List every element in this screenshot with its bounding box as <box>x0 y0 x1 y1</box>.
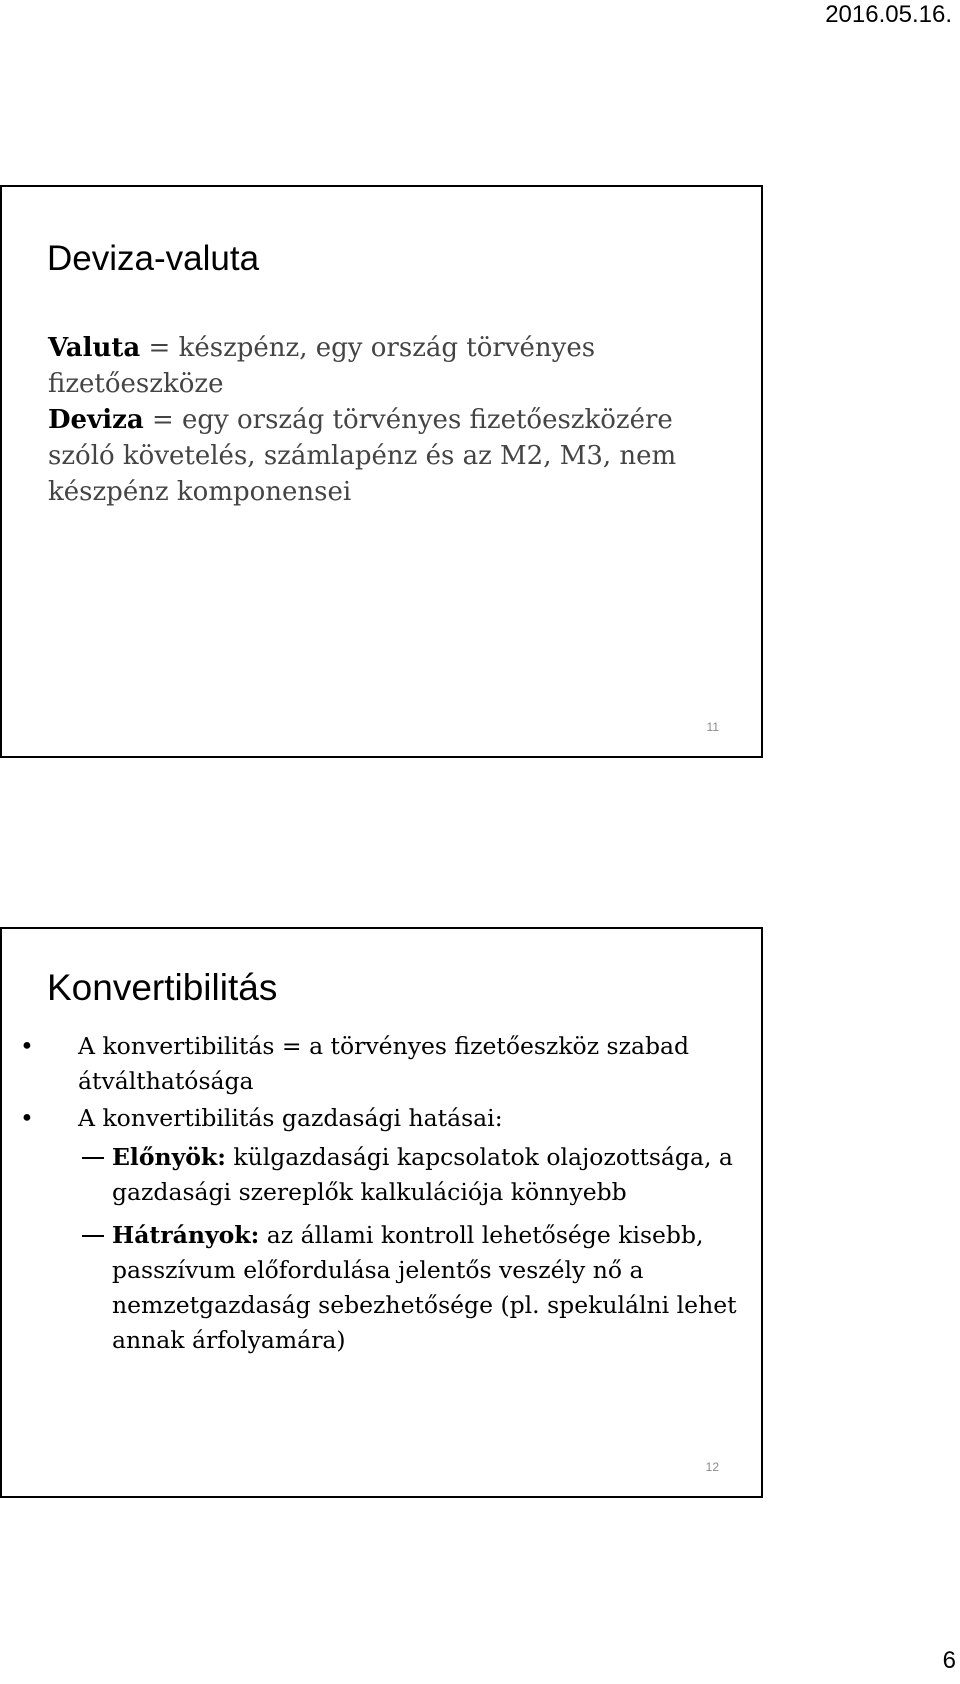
slide-number: 12 <box>705 1460 719 1474</box>
slide-konvertibilitas <box>0 927 763 1498</box>
sub-text: az állami kontroll lehetősége kisebb, passzívum előfordulása jelentős veszély nő a nemzetgazdaság sebezhetősége (pl. spekulálni lehet annak árfolyamára) <box>112 1221 737 1354</box>
bullet-icon: • <box>20 1032 34 1060</box>
slide-body <box>48 330 738 510</box>
bullet-item <box>20 1101 740 1136</box>
bullet-item <box>20 1029 740 1099</box>
bullet-text: A konvertibilitás = a törvényes fizetőeszköz szabad átválthatósága <box>78 1032 690 1095</box>
sub-bullet-hatranyok <box>20 1218 740 1358</box>
slide-body <box>20 1029 740 1366</box>
header-date: 2016.05.16. <box>825 1 952 28</box>
bullet-icon: • <box>20 1104 34 1132</box>
bullet-text: A konvertibilitás gazdasági hatásai: <box>78 1104 503 1132</box>
page-number: 6 <box>942 1647 956 1674</box>
dash-icon <box>82 1157 104 1159</box>
sub-term: Előnyök: <box>112 1143 226 1171</box>
dash-icon <box>82 1235 104 1237</box>
slide-title: Konvertibilitás <box>47 967 278 1008</box>
slide-number: 11 <box>706 720 719 734</box>
slide-title: Deviza-valuta <box>47 239 260 278</box>
definition-text: = egy ország törvényes fizetőeszközére szóló követelés, számlapénz és az M2, M3, nem készpénz komponensei <box>48 405 677 507</box>
sub-term: Hátrányok: <box>112 1221 260 1249</box>
definition-text: = készpénz, egy ország törvényes fizetőeszköze <box>48 333 596 399</box>
sub-bullet-elonyok <box>20 1140 740 1210</box>
slide-deviza-valuta <box>0 185 763 758</box>
definition-deviza <box>48 402 738 510</box>
term-valuta: Valuta <box>48 333 141 363</box>
definition-valuta <box>48 330 738 402</box>
term-deviza: Deviza <box>48 405 144 435</box>
sub-text: külgazdasági kapcsolatok olajozottsága, a gazdasági szereplők kalkulációja könnyebb <box>112 1143 733 1206</box>
